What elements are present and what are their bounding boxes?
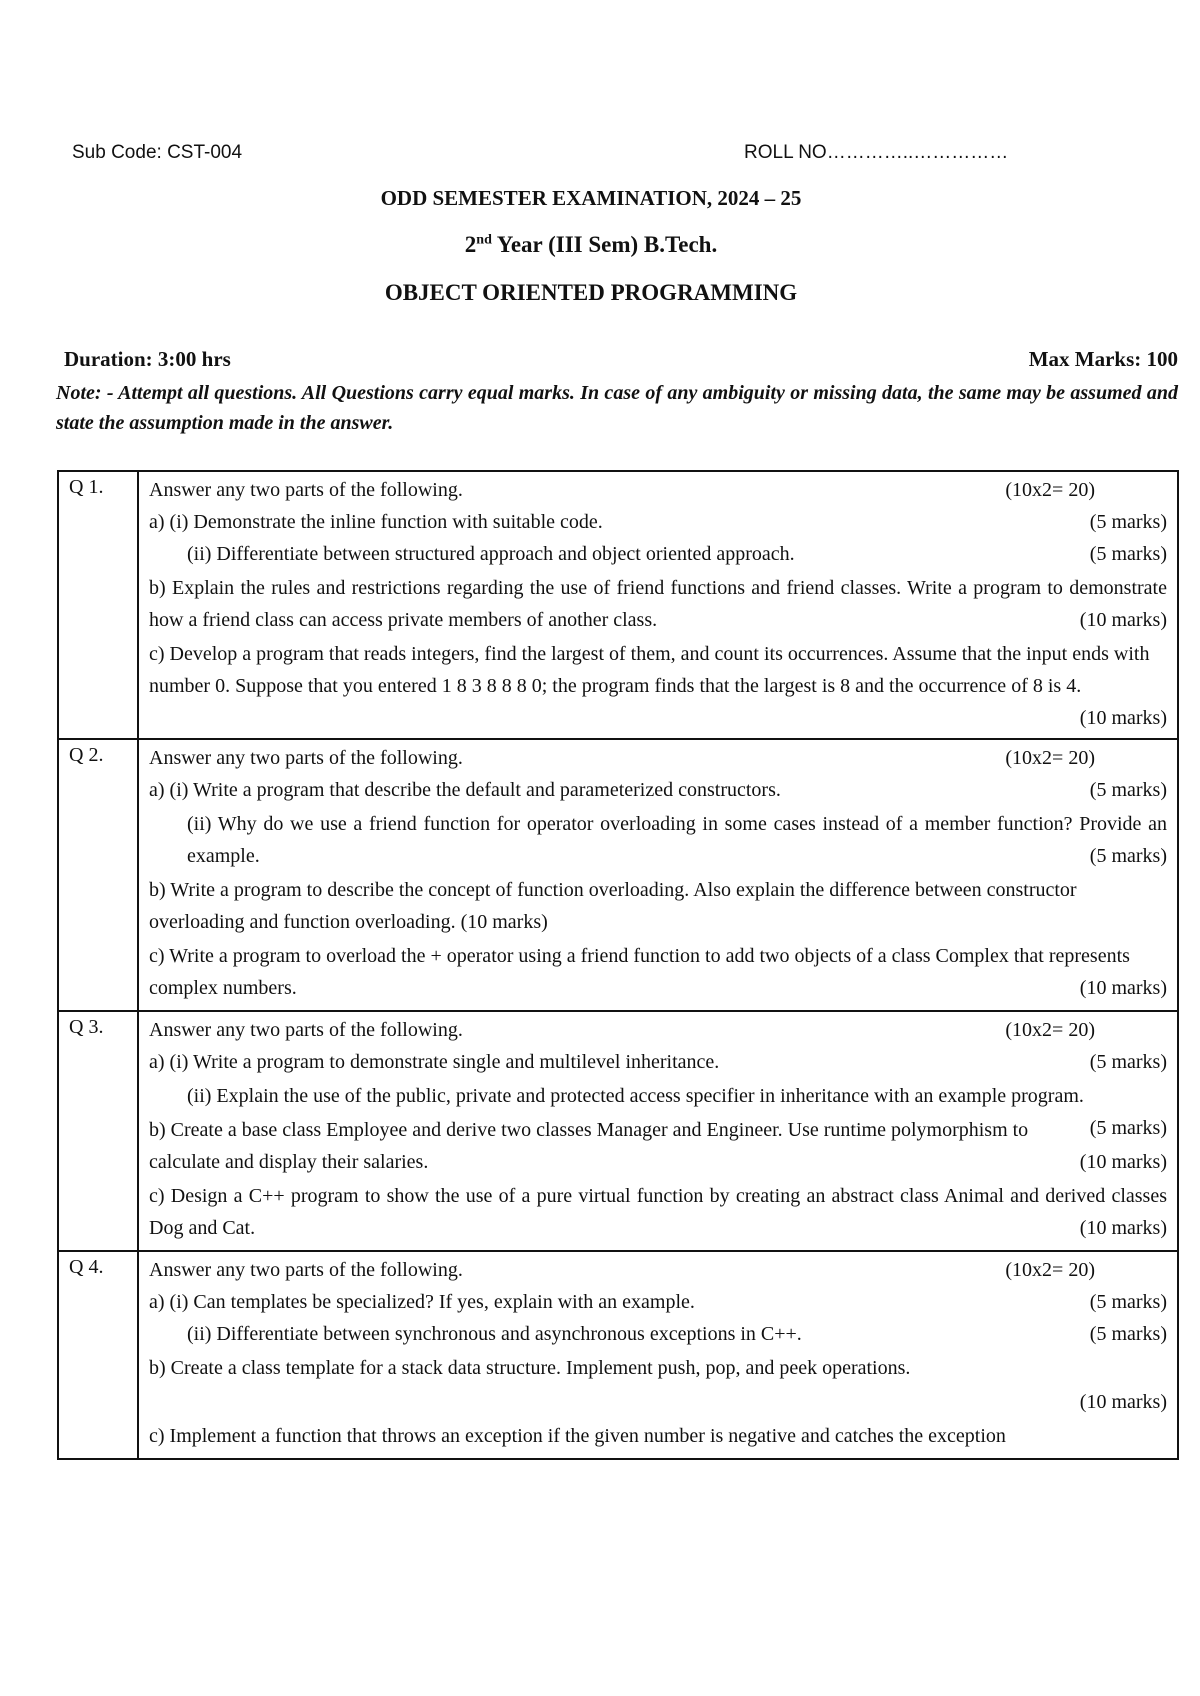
instruction-marks: (10x2= 20) [1005,1019,1095,1041]
part-a-i: a) (i) Demonstrate the inline function with suitable code. [149,511,603,533]
year-line [0,232,1182,258]
question-number: Q 3. [58,1011,138,1251]
part-b-text: b) Create a base class Employee and derive two classes Manager and Engineer. Use runtime polymorphism to calculate and display their salaries. [149,1119,1029,1173]
exam-title: ODD SEMESTER EXAMINATION, 2024 – 25 [380,186,802,210]
question-row [58,1011,1178,1251]
part-a-i: a) (i) Can templates be specialized? If yes, explain with an example. [149,1291,695,1313]
part-c: c) Implement a function that throws an exception if the given number is negative and catches the exception [149,1425,1006,1447]
part-a-ii-marks: (5 marks) [1089,543,1167,565]
roll-number-field: ROLL NO…………..…………… [744,142,1009,163]
instruction: Answer any two parts of the following. [149,479,463,501]
exam-note: Note: - Attempt all questions. All Questions carry equal marks. In case of any ambiguity or missing data, the same may be assumed and state the assumption made in the answer. [56,382,1178,434]
question-body [138,1251,1178,1459]
year-suffix: nd [476,232,492,248]
part-a-i-marks: (5 marks) [1089,1051,1167,1073]
max-marks: Max Marks: 100 [1028,347,1178,371]
part-c [149,940,1167,1004]
part-a-i-marks: (5 marks) [1089,511,1167,533]
instruction: Answer any two parts of the following. [149,747,463,769]
part-c-text: c) Write a program to overload the + operator using a friend function to add two objects of a class Complex that represents complex numbers. [149,945,1130,999]
part-b-marks: (10 marks) [1079,1151,1167,1173]
part-b-marks: (10 marks) [1079,1391,1167,1413]
part-b [149,1114,1167,1178]
part-b [149,572,1167,636]
instruction: Answer any two parts of the following. [149,1019,463,1041]
instruction-marks: (10x2= 20) [1005,1259,1095,1281]
part-c-text: c) Design a C++ program to show the use of a pure virtual function by creating an abstract class Animal and derived classes Dog and Cat. [149,1185,1167,1239]
subject-title: OBJECT ORIENTED PROGRAMMING [384,280,798,305]
part-a-ii [149,1080,1167,1139]
instruction-marks: (10x2= 20) [1005,747,1095,769]
duration: Duration: 3:00 hrs [64,347,231,371]
part-b-text: b) Explain the rules and restrictions regarding the use of friend functions and friend classes. Write a program to demonstrate how a friend class can access private members of another class. [149,577,1167,631]
instruction: Answer any two parts of the following. [149,1259,463,1281]
year-rest: Year (III Sem) B.Tech. [491,232,718,257]
part-a-ii: (ii) Differentiate between synchronous and asynchronous exceptions in C++. [187,1323,802,1345]
question-row [58,1251,1178,1459]
question-number: Q 2. [58,739,138,1011]
part-a-ii-marks: (5 marks) [1089,1117,1167,1139]
question-row [58,739,1178,1011]
part-a-ii [149,808,1167,872]
part-a-ii-text: (ii) Explain the use of the public, private and protected access specifier in inheritance with an example program. [187,1085,1084,1107]
part-c [149,638,1167,729]
part-a-i-marks: (5 marks) [1089,1291,1167,1313]
part-a-ii-marks: (5 marks) [1089,845,1167,867]
subject-code: Sub Code: CST-004 [72,142,243,163]
part-b: b) Create a class template for a stack data structure. Implement push, pop, and peek operations. [149,1357,911,1379]
part-c-marks: (10 marks) [1079,707,1167,729]
part-a-ii: (ii) Differentiate between structured approach and object oriented approach. [187,543,795,565]
instruction-marks: (10x2= 20) [1005,479,1095,501]
part-a-i: a) (i) Write a program that describe the default and parameterized constructors. [149,779,781,801]
part-a-ii-text: (ii) Why do we use a friend function for operator overloading in some cases instead of a member function? Provide an example. [187,813,1167,867]
part-a-i-marks: (5 marks) [1089,779,1167,801]
part-b-marks: (10 marks) [1079,609,1167,631]
part-c-text: c) Develop a program that reads integers, find the largest of them, and count its occurrences. Assume that the input ends with number 0. Suppose that you entered 1 8 3 8 8 8 0; the program finds that the largest is 8 and the occurrence of 8 is 4. [149,643,1150,697]
part-c-marks: (10 marks) [1079,1217,1167,1239]
question-number: Q 1. [58,471,138,739]
part-a-i: a) (i) Write a program to demonstrate single and multilevel inheritance. [149,1051,720,1073]
part-c-marks: (10 marks) [1079,977,1167,999]
question-body [138,739,1178,1011]
part-a-ii-marks: (5 marks) [1089,1323,1167,1345]
question-body [138,471,1178,739]
question-body [138,1011,1178,1251]
question-number: Q 4. [58,1251,138,1459]
part-b: b) Write a program to describe the concept of function overloading. Also explain the difference between constructor overloading and function overloading. (10 marks) [149,879,1077,933]
questions-table [57,470,1179,1460]
part-c [149,1180,1167,1244]
question-row [58,471,1178,739]
year-ordinal: 2 [464,232,477,257]
